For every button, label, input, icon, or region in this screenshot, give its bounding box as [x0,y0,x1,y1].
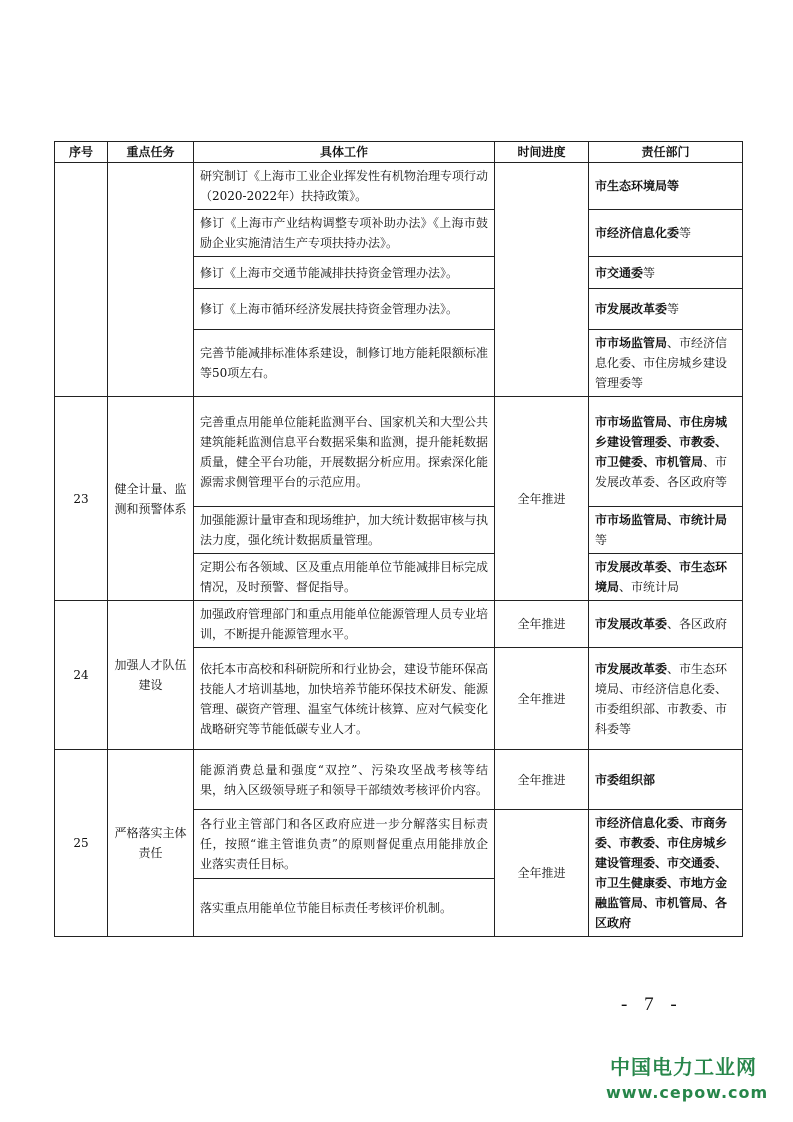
dept-normal: 、市经济信息化委、市住房城乡建设管理委等 [595,336,728,390]
dept-cell [589,648,743,750]
dept-normal: 等 [679,226,692,240]
table-row [55,601,743,648]
dept-bold: 市生态环境局等 [595,179,680,193]
dept-cell [589,397,743,507]
page-number: - 7 - [621,994,683,1015]
dept-cell [589,163,743,210]
time-cell [495,163,589,397]
work-cell: 修订《上海市循环经济发展扶持资金管理办法》。 [194,289,495,330]
dept-cell [589,601,743,648]
task-cell: 严格落实主体责任 [108,750,194,937]
header-key-task: 重点任务 [108,142,194,163]
header-number: 序号 [55,142,108,163]
table-row [55,163,743,210]
header-responsible-dept: 责任部门 [589,142,743,163]
time-cell: 全年推进 [495,810,589,937]
task-cell [108,163,194,397]
dept-cell [589,810,743,937]
dept-cell [589,507,743,554]
number-cell: 24 [55,601,108,750]
dept-normal: 等 [595,533,608,547]
dept-bold: 市委组织部 [595,772,656,787]
task-table [54,141,743,937]
table-header-row [55,142,743,163]
header-schedule: 时间进度 [495,142,589,163]
dept-bold: 市发展改革委 [595,617,668,631]
header-specific-work: 具体工作 [194,142,495,163]
task-cell: 加强人才队伍建设 [108,601,194,750]
dept-normal: 、市生态环境局、市经济信息化委、市委组织部、市教委、市科委等 [595,661,728,736]
dept-normal: 等 [667,302,680,316]
dept-bold: 市市场监管局 [595,336,668,350]
time-cell: 全年推进 [495,750,589,810]
number-cell [55,163,108,397]
dept-bold: 市交通委 [595,265,644,280]
work-cell: 完善节能减排标准体系建设，制修订地方能耗限额标准等50项左右。 [194,330,495,397]
time-cell: 全年推进 [495,397,589,601]
watermark-url: www.cepow.com [606,1083,769,1102]
dept-bold: 市市场监管局、市住房城乡建设管理委、市教委、市卫健委、市机管局 [595,414,728,469]
dept-bold: 市发展改革委、市生态环境局 [595,560,728,594]
work-cell: 依托本市高校和科研院所和行业协会，建设节能环保高技能人才培训基地，加快培养节能环保技术研发、能源管理、碳资产管理、温室气体统计核算、应对气候变化战略研究等节能低碳专业人才。 [194,648,495,750]
task-cell: 健全计量、监测和预警体系 [108,397,194,601]
dept-normal: 、市统计局 [619,580,680,594]
work-cell: 能源消费总量和强度“双控”、污染攻坚战考核等结果，纳入区级领导班子和领导干部绩效考核评价内容。 [194,750,495,810]
work-cell: 定期公布各领域、区及重点用能单位节能减排目标完成情况，及时预警、督促指导。 [194,554,495,601]
work-cell: 修订《上海市交通节能减排扶持资金管理办法》。 [194,257,495,289]
dept-cell [589,554,743,601]
dept-cell [589,289,743,330]
dept-normal: 、市发展改革委、各区政府等 [595,454,728,489]
work-cell: 落实重点用能单位节能目标责任考核评价机制。 [194,879,495,937]
work-cell: 加强政府管理部门和重点用能单位能源管理人员专业培训，不断提升能源管理水平。 [194,601,495,648]
dept-bold: 市发展改革委 [595,661,668,676]
dept-cell [589,210,743,257]
table-row [55,750,743,810]
work-cell: 修订《上海市产业结构调整专项补助办法》《上海市鼓励企业实施清洁生产专项扶持办法》。 [194,210,495,257]
dept-bold: 市经济信息化委、市商务委、市教委、市住房城乡建设管理委、市交通委、市卫生健康委、市地方金融监管局、市机管局、各区政府 [595,816,728,930]
work-cell: 各行业主管部门和各区政府应进一步分解落实目标责任，按照“谁主管谁负责”的原则督促重点用能排放企业落实责任目标。 [194,810,495,879]
work-cell: 加强能源计量审查和现场维护，加大统计数据审核与执法力度，强化统计数据质量管理。 [194,507,495,554]
dept-cell [589,257,743,289]
time-cell: 全年推进 [495,648,589,750]
dept-cell [589,330,743,397]
watermark-site-name: 中国电力工业网 [610,1055,757,1079]
table-row [55,397,743,507]
number-cell: 23 [55,397,108,601]
work-cell: 研究制订《上海市工业企业挥发性有机物治理专项行动（2020-2022年）扶持政策》。 [194,163,495,210]
dept-normal: 、各区政府 [667,617,728,631]
dept-bold: 市发展改革委 [595,302,668,316]
dept-normal: 等 [643,265,656,280]
work-cell: 完善重点用能单位能耗监测平台、国家机关和大型公共建筑能耗监测信息平台数据采集和监测，提升能耗数据质量，健全平台功能，开展数据分析应用。探索深化能源需求侧管理平台的示范应用。 [194,397,495,507]
time-cell: 全年推进 [495,601,589,648]
dept-bold: 市经济信息化委 [595,226,680,240]
dept-cell [589,750,743,810]
number-cell: 25 [55,750,108,937]
dept-bold: 市市场监管局、市统计局 [595,513,728,527]
